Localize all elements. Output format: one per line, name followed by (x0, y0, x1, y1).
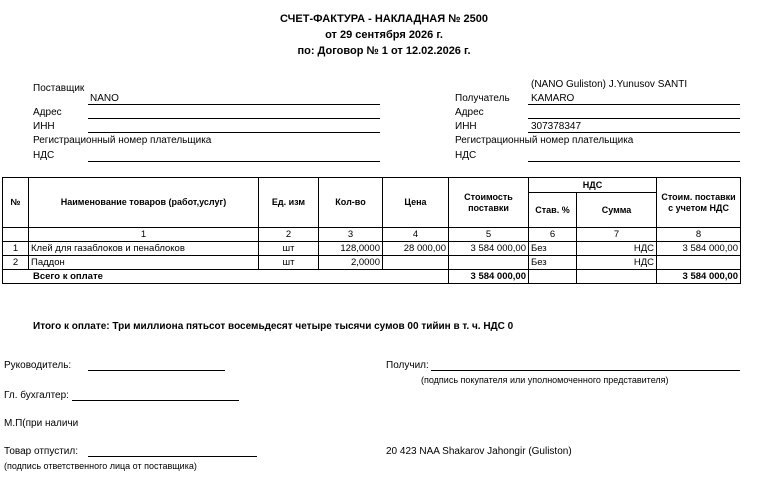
supplier-line (88, 104, 380, 105)
col-number: 7 (577, 228, 657, 242)
receiver-reg-label: Регистрационный номер плательщика (455, 135, 634, 146)
row-vat-sum: НДС (577, 242, 657, 256)
released-signature-line (88, 456, 257, 457)
supplier-inn-label: ИНН (33, 121, 55, 132)
agent-line: 20 423 NAA Shakarov Jahongir (Guliston) (386, 446, 572, 457)
supplier-vat-label: НДС (33, 150, 55, 161)
row-vat-rate: Без (529, 256, 577, 270)
supplier-address-line (88, 118, 380, 119)
row-num: 1 (3, 242, 29, 256)
row-vat-rate: Без (529, 242, 577, 256)
row-name: Паддон (29, 256, 259, 270)
row-num: 2 (3, 256, 29, 270)
supplier-reg-label: Регистрационный номер плательщика (33, 135, 212, 146)
col-vat-sum-header: Сумма (577, 193, 657, 228)
table-row (3, 256, 741, 270)
supplier-value: NANO (90, 93, 119, 104)
receiver-line (528, 104, 740, 105)
row-unit: шт (259, 242, 319, 256)
receiver-address-label: Адрес (455, 107, 484, 118)
row-unit: шт (259, 256, 319, 270)
items-table (2, 177, 741, 284)
row-total: 3 584 000,00 (657, 242, 741, 256)
receiver-inn-value: 307378347 (531, 121, 582, 132)
row-total (657, 256, 741, 270)
invoice-date: от 29 сентября 2026 г. (325, 29, 443, 41)
col-number: 5 (449, 228, 529, 242)
released-caption: (подпись ответственного лица от поставщика) (4, 461, 197, 471)
col-vat-rate-header: Став. % (529, 193, 577, 228)
col-qty-header: Кол-во (319, 178, 383, 228)
col-cost-header: Стоимость поставки (449, 178, 529, 228)
row-price (383, 256, 449, 270)
total-in-words: Итого к оплате: Три миллиона пятьсот восемьдесят четыре тысячи сумов 00 тийин в т. ч. НДС 0 (33, 321, 514, 332)
invoice-title: СЧЕТ-ФАКТУРА - НАКЛАДНАЯ № 2500 (280, 13, 488, 25)
col-total-header: Стоим. поставки с учетом НДС (657, 178, 741, 228)
total-cost: 3 584 000,00 (449, 270, 529, 284)
released-label: Товар отпустил: (4, 446, 78, 457)
received-caption: (подпись покупателя или уполномоченного представителя) (421, 375, 669, 385)
col-vat-group-header: НДС (529, 178, 657, 193)
row-qty: 2,0000 (319, 256, 383, 270)
receiver-label: Получатель (455, 93, 510, 104)
accountant-label: Гл. бухгалтер: (4, 390, 69, 401)
receiver-address-line (528, 118, 740, 119)
col-number: 3 (319, 228, 383, 242)
total-row (3, 270, 741, 284)
supplier-vat-line (88, 161, 380, 162)
col-number: 2 (259, 228, 319, 242)
director-label: Руководитель: (4, 360, 72, 371)
col-number: 1 (29, 228, 259, 242)
received-signature-line (431, 370, 740, 371)
receiver-value-line2: KAMARO (531, 93, 575, 104)
col-number: 4 (383, 228, 449, 242)
total-with-vat: 3 584 000,00 (657, 270, 741, 284)
director-signature-line (88, 370, 225, 371)
col-number: 6 (529, 228, 577, 242)
row-cost (449, 256, 529, 270)
col-price-header: Цена (383, 178, 449, 228)
row-price: 28 000,00 (383, 242, 449, 256)
row-vat-sum: НДС (577, 256, 657, 270)
supplier-label: Поставщик (33, 83, 85, 94)
row-name: Клей для газаблоков и пенаблоков (29, 242, 259, 256)
receiver-value-line1: (NANO Guliston) J.Yunusov SANTI (531, 79, 688, 90)
col-number: 8 (657, 228, 741, 242)
receiver-vat-line (528, 161, 740, 162)
receiver-vat-label: НДС (455, 150, 477, 161)
supplier-inn-line (88, 132, 380, 133)
receiver-inn-line (528, 132, 740, 133)
row-qty: 128,0000 (319, 242, 383, 256)
total-label: Всего к оплате (3, 270, 449, 284)
table-row (3, 242, 741, 256)
accountant-signature-line (72, 400, 239, 401)
col-unit-header: Ед. изм (259, 178, 319, 228)
stamp-label: М.П(при наличи (4, 418, 79, 429)
row-cost: 3 584 000,00 (449, 242, 529, 256)
receiver-inn-label: ИНН (455, 121, 477, 132)
col-name-header: Наименование товаров (работ,услуг) (29, 178, 259, 228)
received-label: Получил: (386, 360, 429, 371)
col-number-row (3, 228, 741, 242)
invoice-contract: по: Договор № 1 от 12.02.2026 г. (297, 45, 471, 57)
col-num-header: № (3, 178, 29, 228)
supplier-address-label: Адрес (33, 107, 62, 118)
